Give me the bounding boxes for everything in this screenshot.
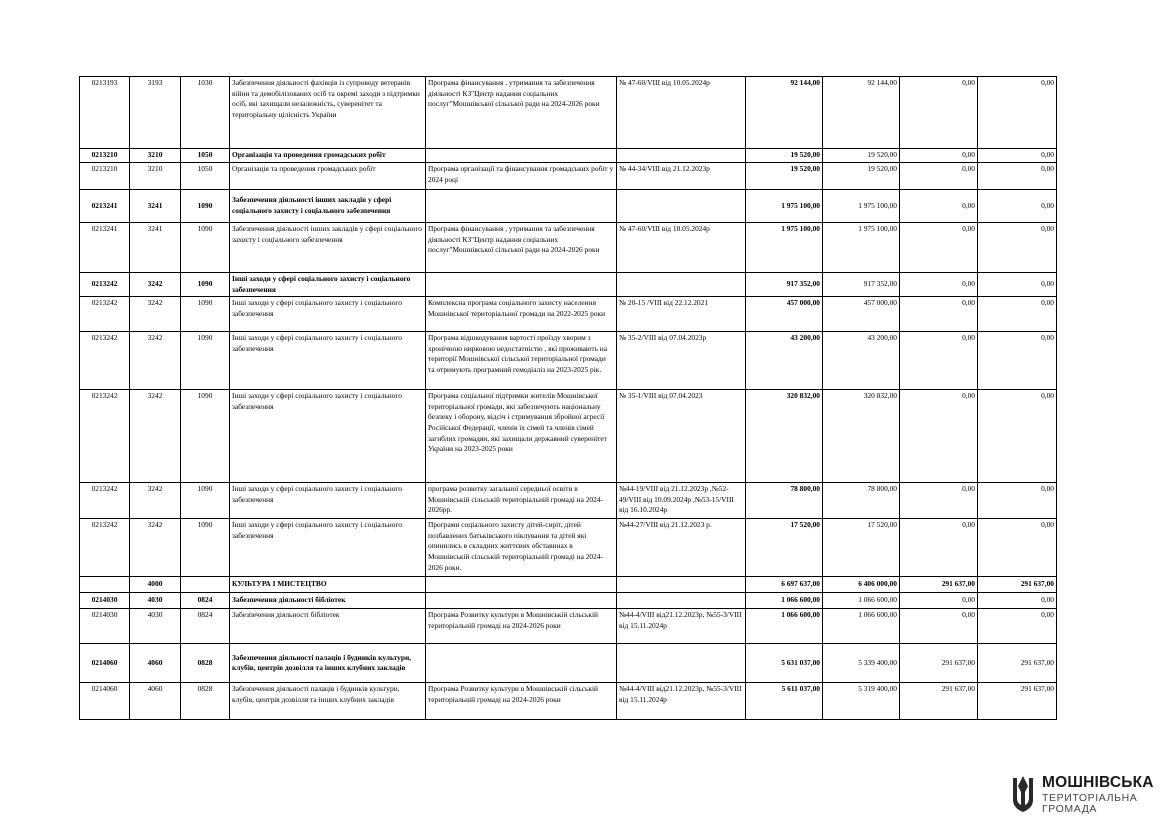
- kpkvk-cell: 0213242: [80, 519, 130, 577]
- kpkvk-cell: 0213210: [80, 149, 130, 163]
- decision-cell: [617, 149, 746, 163]
- decision-cell: №44-4/VIII від21.12.2023р, №55-3/VIII від 15.11.2024р: [617, 683, 746, 720]
- name-cell: Забезпечення діяльності інших закладів у сфері соціального захисту і соціального забезпечення: [230, 190, 426, 223]
- program-cell: [426, 644, 617, 683]
- general-fund-cell: 19 520,00: [823, 149, 900, 163]
- table-row: [80, 483, 1057, 519]
- decision-cell: № 35-1/VIII від 07.04.2023: [617, 390, 746, 483]
- development-budget-cell: 0,00: [978, 163, 1057, 190]
- special-fund-cell: 0,00: [900, 519, 978, 577]
- development-budget-cell: 0,00: [978, 519, 1057, 577]
- program-cell: Програма відшкодування вартості проїзду хворим з хронічною нирковою недостатністю , які проживають на території Мошнівської сільської територіальної громади та отримують програмний гемодіаліз на 2023-2025 рік.: [426, 332, 617, 390]
- decision-cell: № 47-60/VIII від 10.05.2024р: [617, 223, 746, 273]
- special-fund-cell: 0,00: [900, 297, 978, 332]
- kpkvk-cell: 0213193: [80, 77, 130, 149]
- development-budget-cell: 0,00: [978, 149, 1057, 163]
- special-fund-cell: 0,00: [900, 190, 978, 223]
- table-row: [80, 77, 1057, 149]
- kpkvk-cell: 0213241: [80, 223, 130, 273]
- development-budget-cell: 0,00: [978, 77, 1057, 149]
- special-fund-cell: 291 637,00: [900, 683, 978, 720]
- kfkvk-cell: 1090: [181, 297, 230, 332]
- kpkvk-cell: 0213242: [80, 483, 130, 519]
- table-row: [80, 149, 1057, 163]
- tpkvk-cell: 3241: [130, 223, 181, 273]
- general-fund-cell: 1 066 600,00: [823, 609, 900, 644]
- program-cell: Програма організації та фінансування громадських робіт у 2024 році: [426, 163, 617, 190]
- kfkvk-cell: 1050: [181, 163, 230, 190]
- decision-cell: № 35-2/VIII від 07.04.2023р: [617, 332, 746, 390]
- name-cell: Інші заходи у сфері соціального захисту і соціального забезпечення: [230, 390, 426, 483]
- general-fund-cell: 6 406 000,00: [823, 577, 900, 593]
- development-budget-cell: 291 637,00: [978, 683, 1057, 720]
- general-fund-cell: 19 520,00: [823, 163, 900, 190]
- name-cell: Забезпечення діяльності фахівців із супроводу ветеранів війни та демобілізованих осіб та окремі заходи з підтримки осіб, які захищали незалежність, суверенітет та територіальну цілісність України: [230, 77, 426, 149]
- decision-cell: №44-19/VIII від 21.12.2023р ,№52-49/VIII від 10.09.2024р ,№53-15/VIII від 16.10.2024р: [617, 483, 746, 519]
- table-row: [80, 332, 1057, 390]
- total-cell: 320 832,00: [746, 390, 823, 483]
- program-cell: Програма Розвитку культури в Мошнівській сільській територіальній громаді на 2024-2026 роки: [426, 609, 617, 644]
- total-cell: 19 520,00: [746, 163, 823, 190]
- development-budget-cell: 0,00: [978, 223, 1057, 273]
- program-cell: Програма соціальної підтримки жителів Мошнівської територіальної громади, які забезпечують національну безпеку і оборону, відсіч і стримування збройної агресії Російської Федерації, членів їх сімей та членів сімей загиблих громадян, які захищали державний суверенітет України на 2023-2025 роки: [426, 390, 617, 483]
- program-cell: Програми соціального захисту дітей-сиріт, дітей позбавлених батьківського піклування та дітей які опинились в складних життєвих обставинах в Мошнівській сільській територіальній громаді на 2024-2026 роки.: [426, 519, 617, 577]
- kpkvk-cell: 0214060: [80, 644, 130, 683]
- kfkvk-cell: 1090: [181, 519, 230, 577]
- special-fund-cell: 0,00: [900, 609, 978, 644]
- table-row: [80, 519, 1057, 577]
- special-fund-cell: 0,00: [900, 483, 978, 519]
- total-cell: 5 631 037,00: [746, 644, 823, 683]
- tpkvk-cell: 4030: [130, 593, 181, 609]
- development-budget-cell: 0,00: [978, 332, 1057, 390]
- tpkvk-cell: 4000: [130, 577, 181, 593]
- special-fund-cell: 0,00: [900, 593, 978, 609]
- table-row: [80, 609, 1057, 644]
- program-cell: Програма фінансування , утримання та забезпечення діяльності КЗ"Центр надання соціальних послуг"Мошнівської сільської ради на 2024-2026 роки: [426, 77, 617, 149]
- tpkvk-cell: 3210: [130, 149, 181, 163]
- kfkvk-cell: 1090: [181, 190, 230, 223]
- general-fund-cell: 457 000,00: [823, 297, 900, 332]
- name-cell: КУЛЬТУРА І МИСТЕЦТВО: [230, 577, 426, 593]
- name-cell: Забезпечення діяльності бібліотек: [230, 609, 426, 644]
- tpkvk-cell: 4060: [130, 683, 181, 720]
- development-budget-cell: 0,00: [978, 609, 1057, 644]
- name-cell: Інші заходи у сфері соціального захисту і соціального забезпечення: [230, 332, 426, 390]
- program-cell: [426, 190, 617, 223]
- program-cell: програма розвитку загальної середньої освіти в Мошнівській сільській територіальній громаді на 2024-2026рр.: [426, 483, 617, 519]
- table-row: [80, 223, 1057, 273]
- program-cell: [426, 149, 617, 163]
- kpkvk-cell: 0214060: [80, 683, 130, 720]
- kfkvk-cell: 0828: [181, 683, 230, 720]
- special-fund-cell: 0,00: [900, 149, 978, 163]
- kpkvk-cell: 0214030: [80, 609, 130, 644]
- tpkvk-cell: 4030: [130, 609, 181, 644]
- kfkvk-cell: 1090: [181, 223, 230, 273]
- development-budget-cell: 0,00: [978, 273, 1057, 297]
- table-row: [80, 593, 1057, 609]
- kfkvk-cell: 1090: [181, 273, 230, 297]
- kpkvk-cell: 0213242: [80, 273, 130, 297]
- name-cell: Забезпечення діяльності палаців і будинків культури, клубів, центрів дозвілля та інших клубних закладів: [230, 644, 426, 683]
- name-cell: Інші заходи у сфері соціального захисту і соціального забезпечення: [230, 297, 426, 332]
- decision-cell: [617, 190, 746, 223]
- logo-subtitle-1: ТЕРИТОРІАЛЬНА: [1042, 792, 1138, 804]
- kpkvk-cell: 0213242: [80, 390, 130, 483]
- decision-cell: № 44-34/VIII від 21.12.2023р: [617, 163, 746, 190]
- tpkvk-cell: 4060: [130, 644, 181, 683]
- decision-cell: [617, 593, 746, 609]
- program-cell: [426, 577, 617, 593]
- name-cell: Інші заходи у сфері соціального захисту і соціального забезпечення: [230, 519, 426, 577]
- tpkvk-cell: 3242: [130, 390, 181, 483]
- total-cell: 457 000,00: [746, 297, 823, 332]
- special-fund-cell: 0,00: [900, 332, 978, 390]
- tpkvk-cell: 3241: [130, 190, 181, 223]
- development-budget-cell: 291 637,00: [978, 644, 1057, 683]
- name-cell: Інші заходи у сфері соціального захисту і соціального забезпечення: [230, 483, 426, 519]
- total-cell: 6 697 637,00: [746, 577, 823, 593]
- kpkvk-cell: 0213210: [80, 163, 130, 190]
- trident-icon: [1010, 774, 1036, 814]
- special-fund-cell: 0,00: [900, 273, 978, 297]
- total-cell: 92 144,00: [746, 77, 823, 149]
- development-budget-cell: 0,00: [978, 390, 1057, 483]
- decision-cell: № 47-60/VIII від 10.05.2024р: [617, 77, 746, 149]
- tpkvk-cell: 3242: [130, 273, 181, 297]
- total-cell: 1 066 600,00: [746, 593, 823, 609]
- general-fund-cell: 917 352,00: [823, 273, 900, 297]
- total-cell: 78 800,00: [746, 483, 823, 519]
- kfkvk-cell: 0824: [181, 609, 230, 644]
- development-budget-cell: 0,00: [978, 190, 1057, 223]
- name-cell: Забезпечення діяльності інших закладів у сфері соціального захисту і соціального забезпечення: [230, 223, 426, 273]
- tpkvk-cell: 3210: [130, 163, 181, 190]
- kpkvk-cell: 0214030: [80, 593, 130, 609]
- total-cell: 917 352,00: [746, 273, 823, 297]
- special-fund-cell: 0,00: [900, 223, 978, 273]
- development-budget-cell: 0,00: [978, 593, 1057, 609]
- community-logo: [1010, 772, 1154, 816]
- kpkvk-cell: 0213242: [80, 332, 130, 390]
- total-cell: 19 520,00: [746, 149, 823, 163]
- table-row: [80, 273, 1057, 297]
- development-budget-cell: 291 637,00: [978, 577, 1057, 593]
- decision-cell: № 20-15 /VIII від 22.12.2021: [617, 297, 746, 332]
- decision-cell: [617, 577, 746, 593]
- total-cell: 1 975 100,00: [746, 223, 823, 273]
- kfkvk-cell: [181, 577, 230, 593]
- table-row: [80, 297, 1057, 332]
- logo-subtitle-2: ГРОМАДА: [1042, 803, 1098, 815]
- kfkvk-cell: 1030: [181, 77, 230, 149]
- decision-cell: [617, 644, 746, 683]
- program-cell: Програма Розвитку культури в Мошнівській сільській територіальній громаді на 2024-2026 роки: [426, 683, 617, 720]
- table-row: [80, 644, 1057, 683]
- general-fund-cell: 92 144,00: [823, 77, 900, 149]
- total-cell: 1 975 100,00: [746, 190, 823, 223]
- general-fund-cell: 5 339 400,00: [823, 644, 900, 683]
- program-cell: Програма фінансування , утримання та забезпечення діяльності КЗ"Центр надання соціальних послуг"Мошнівської сільської ради на 2024-2026 роки: [426, 223, 617, 273]
- special-fund-cell: 0,00: [900, 163, 978, 190]
- general-fund-cell: 1 975 100,00: [823, 190, 900, 223]
- kpkvk-cell: 0213241: [80, 190, 130, 223]
- table-row: [80, 163, 1057, 190]
- general-fund-cell: 1 066 600,00: [823, 593, 900, 609]
- decision-cell: №44-27/VIII від 21.12.2023 р.: [617, 519, 746, 577]
- table-body: [80, 77, 1057, 720]
- logo-title: МОШНІВСЬКА: [1042, 774, 1154, 791]
- kfkvk-cell: 1090: [181, 390, 230, 483]
- development-budget-cell: 0,00: [978, 483, 1057, 519]
- budget-programs-table: [79, 76, 1057, 720]
- table-row: [80, 190, 1057, 223]
- total-cell: 1 066 600,00: [746, 609, 823, 644]
- decision-cell: №44-4/VIII від21.12.2023р, №55-3/VIII від 15.11.2024р: [617, 609, 746, 644]
- general-fund-cell: 1 975 100,00: [823, 223, 900, 273]
- decision-cell: [617, 273, 746, 297]
- program-cell: Комплексна програма соціального захисту населення Мошнівської територіальної громади на 2022-2025 роки: [426, 297, 617, 332]
- kpkvk-cell: 0213242: [80, 297, 130, 332]
- name-cell: Забезпечення діяльності палаців і будинків культури, клубів, центрів дозвілля та інших клубних закладів: [230, 683, 426, 720]
- tpkvk-cell: 3242: [130, 297, 181, 332]
- kfkvk-cell: 1090: [181, 332, 230, 390]
- special-fund-cell: 0,00: [900, 77, 978, 149]
- total-cell: 5 611 037,00: [746, 683, 823, 720]
- table-row: [80, 577, 1057, 593]
- development-budget-cell: 0,00: [978, 297, 1057, 332]
- program-cell: [426, 593, 617, 609]
- table-row: [80, 390, 1057, 483]
- kfkvk-cell: 0828: [181, 644, 230, 683]
- general-fund-cell: 5 319 400,00: [823, 683, 900, 720]
- general-fund-cell: 43 200,00: [823, 332, 900, 390]
- total-cell: 43 200,00: [746, 332, 823, 390]
- tpkvk-cell: 3242: [130, 519, 181, 577]
- tpkvk-cell: 3242: [130, 332, 181, 390]
- general-fund-cell: 17 520,00: [823, 519, 900, 577]
- special-fund-cell: 0,00: [900, 390, 978, 483]
- table-row: [80, 683, 1057, 720]
- tpkvk-cell: 3193: [130, 77, 181, 149]
- kfkvk-cell: 1050: [181, 149, 230, 163]
- general-fund-cell: 320 832,00: [823, 390, 900, 483]
- kpkvk-cell: [80, 577, 130, 593]
- name-cell: Інші заходи у сфері соціального захисту і соціального забезпечення: [230, 273, 426, 297]
- name-cell: Організація та проведення громадських робіт: [230, 163, 426, 190]
- total-cell: 17 520,00: [746, 519, 823, 577]
- tpkvk-cell: 3242: [130, 483, 181, 519]
- special-fund-cell: 291 637,00: [900, 644, 978, 683]
- program-cell: [426, 273, 617, 297]
- name-cell: Забезпечення діяльності бібліотек: [230, 593, 426, 609]
- general-fund-cell: 78 800,00: [823, 483, 900, 519]
- special-fund-cell: 291 637,00: [900, 577, 978, 593]
- name-cell: Організація та проведення громадських робіт: [230, 149, 426, 163]
- kfkvk-cell: 0824: [181, 593, 230, 609]
- kfkvk-cell: 1090: [181, 483, 230, 519]
